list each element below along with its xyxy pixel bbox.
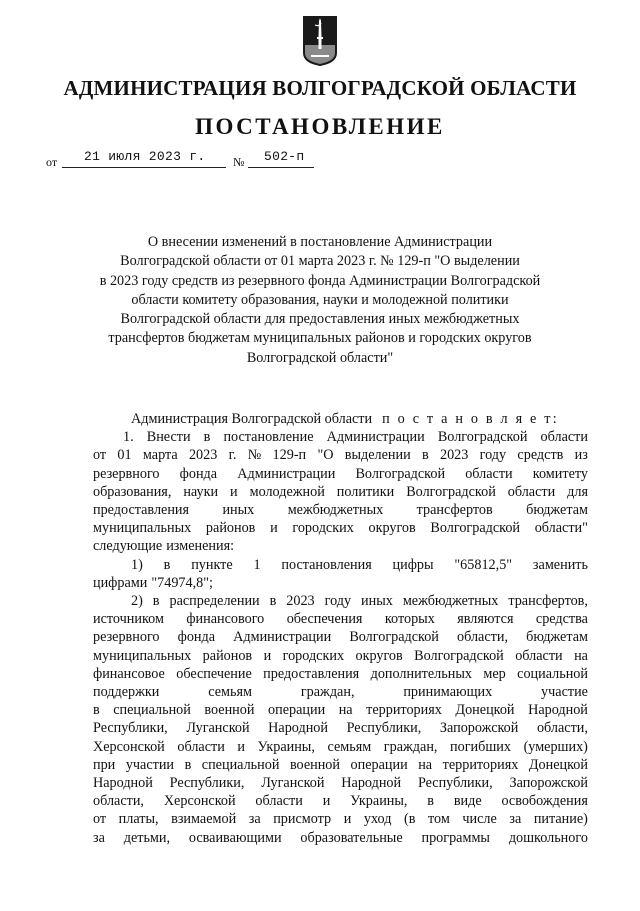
body-word: (умерших) <box>523 738 588 755</box>
body-word: Херсонской <box>93 738 165 755</box>
volgograd-emblem-icon <box>302 15 338 67</box>
body-word: области <box>465 465 513 482</box>
body-word: иных <box>222 502 255 519</box>
body-word: году <box>324 593 352 610</box>
body-word: обеспечение <box>176 665 252 682</box>
body-word: средства <box>535 611 588 628</box>
body-word: округов <box>355 647 403 664</box>
body-word: заменить <box>532 556 588 573</box>
body-word: том <box>427 811 450 828</box>
body-word: и <box>237 738 245 755</box>
body-word: от <box>93 811 107 828</box>
body-word: области <box>515 647 563 664</box>
body-word: городских <box>292 520 354 537</box>
body-word: "74974,8"; <box>151 574 213 591</box>
body-line <box>93 556 588 574</box>
body-word: военной <box>204 702 255 719</box>
document-type-title: ПОСТАНОВЛЕНИЕ <box>195 114 445 139</box>
body-word: фонда <box>179 465 218 482</box>
resolution-word: п о с т а н о в л я е т: <box>382 411 559 427</box>
body-word: Волгоградской <box>406 483 496 500</box>
body-word: специальной <box>201 756 280 773</box>
body-word: участии <box>125 756 175 773</box>
body-word: из <box>574 447 588 464</box>
body-line <box>93 501 588 519</box>
body-word: 2023 <box>439 447 469 464</box>
body-word: Волгоградской <box>349 629 439 646</box>
body-word: и <box>343 811 352 828</box>
body-word: детьми, <box>123 829 171 846</box>
body-word: на <box>338 702 353 719</box>
intro-line <box>93 410 588 428</box>
body-word: Украины, <box>257 738 315 755</box>
body-word: районов <box>205 520 256 537</box>
subject-line: Волгоградской области от 01 марта 2023 г. № 129-п "О выделении <box>120 253 520 270</box>
body-line <box>93 428 588 446</box>
body-line <box>93 537 588 555</box>
body-word: 1. <box>123 429 134 446</box>
body-word: предоставления <box>93 502 190 519</box>
body-word: Запорожской <box>509 775 588 792</box>
body-line <box>93 756 588 774</box>
body-word: присмотр <box>273 811 332 828</box>
body-word: участие <box>541 684 588 701</box>
body-word: "65812,5" <box>454 556 513 573</box>
body-word: (в <box>403 811 416 828</box>
body-word: финансовое <box>93 665 165 682</box>
body-word: области, <box>536 720 588 737</box>
document-subject <box>70 233 570 368</box>
date-prefix: от <box>46 155 58 169</box>
body-word: области" <box>534 520 588 537</box>
body-word: и <box>230 483 238 500</box>
body-word: являются <box>457 611 514 628</box>
intro-text: Администрация Волгоградской области <box>131 411 373 427</box>
body-word: выделении <box>344 447 411 464</box>
body-word: в <box>203 429 211 446</box>
document-date: 21 июля 2023 г. <box>84 149 206 164</box>
body-word: науки <box>183 483 219 500</box>
body-word: граждан, <box>300 684 355 701</box>
body-word: и <box>270 520 278 537</box>
body-line <box>93 719 588 737</box>
body-word: за <box>248 811 261 828</box>
body-line <box>93 465 588 483</box>
body-word: дошкольного <box>508 829 588 846</box>
body-word: трансфертов <box>416 502 493 519</box>
body-word: Волгоградской <box>414 647 504 664</box>
body-word: районов <box>202 647 253 664</box>
body-word: межбюджетных <box>402 593 499 610</box>
body-word: Администрации <box>233 629 332 646</box>
body-word: в <box>93 702 100 719</box>
body-word: 1 <box>253 556 261 573</box>
body-word: в <box>184 756 192 773</box>
body-line <box>93 519 588 537</box>
body-word: муниципальных <box>93 647 192 664</box>
body-word: от <box>93 447 107 464</box>
body-word: муниципальных <box>93 520 192 537</box>
body-word: Запорожской <box>439 720 519 737</box>
body-line <box>93 810 588 828</box>
body-word: которых <box>384 611 435 628</box>
body-word: взимаемой <box>171 811 237 828</box>
body-word: цифры <box>392 556 434 573</box>
subject-line: О внесении изменений в постановление Администрации <box>147 234 493 250</box>
body-word: поддержки <box>93 684 160 701</box>
body-word: принимающих <box>403 684 493 701</box>
body-line <box>93 829 588 847</box>
body-word: трансфертов, <box>508 593 588 610</box>
body-word: в <box>427 793 434 810</box>
document-body <box>93 410 588 847</box>
body-line <box>93 483 588 501</box>
body-word: Волгоградской <box>437 429 528 446</box>
date-underline <box>62 167 226 168</box>
body-word: Волгоградской <box>430 520 521 537</box>
body-word: Республики, <box>417 775 493 792</box>
body-word: в <box>269 593 277 610</box>
body-word: операции <box>268 702 326 719</box>
body-word: резервного <box>93 465 160 482</box>
body-word: числе <box>462 811 497 828</box>
body-word: Донецкой <box>528 756 588 773</box>
document-date-number-row <box>46 149 346 173</box>
body-word: Республики, <box>346 720 422 737</box>
body-word: на <box>418 756 433 773</box>
body-word: "О <box>317 447 334 464</box>
body-word: осваивающими <box>188 829 282 846</box>
body-word: бюджетам <box>526 502 588 519</box>
body-word: в <box>152 593 160 610</box>
body-word: Луганской <box>261 775 325 792</box>
body-word: обеспечения <box>286 611 363 628</box>
body-word: территориях <box>366 702 442 719</box>
body-word: Народной <box>528 702 588 719</box>
body-word: Внести <box>146 429 191 446</box>
subject-line: области комитету образования, науки и молодежной политики <box>131 291 509 308</box>
body-word: городских <box>282 647 345 664</box>
body-line <box>93 665 588 683</box>
body-word: 1) <box>131 556 143 573</box>
body-word: № <box>247 447 262 464</box>
body-word: финансового <box>186 611 265 628</box>
body-word: области <box>177 738 225 755</box>
body-word: Волгоградской <box>355 465 446 482</box>
body-word: погибших <box>450 738 511 755</box>
body-line <box>93 574 588 592</box>
body-word: Народной <box>93 775 153 792</box>
body-line <box>93 774 588 792</box>
body-word: Администрации <box>237 465 336 482</box>
body-word: комитету <box>532 465 588 482</box>
body-word: области <box>507 483 556 500</box>
body-line <box>93 701 588 719</box>
body-word: дополнительных <box>370 665 472 682</box>
body-word: уход <box>363 811 392 828</box>
body-word: области <box>540 429 588 446</box>
body-word: резервного <box>93 629 160 646</box>
body-word: Луганской <box>186 720 250 737</box>
body-word: фонда <box>177 629 216 646</box>
body-word: за <box>93 829 105 846</box>
body-word: постановление <box>223 429 314 446</box>
body-word: граждан, <box>383 738 438 755</box>
body-word: военной <box>289 756 340 773</box>
body-word: молодежной <box>249 483 325 500</box>
body-line <box>93 592 588 610</box>
body-word: питание) <box>533 811 588 828</box>
body-word: за <box>509 811 522 828</box>
body-word: политики <box>336 483 395 500</box>
body-word: образования, <box>93 483 172 500</box>
body-word: постановления <box>281 556 372 573</box>
body-word: Херсонской <box>163 793 236 810</box>
subject-line: Волгоградской области" <box>246 349 394 366</box>
body-word: программы <box>421 829 490 846</box>
body-line <box>93 683 588 701</box>
body-word: в <box>163 556 171 573</box>
body-word: году <box>479 447 507 464</box>
body-line <box>93 628 588 646</box>
body-line <box>93 792 588 810</box>
body-word: Республики, <box>169 775 245 792</box>
body-word: 01 <box>117 447 132 464</box>
body-word: межбюджетных <box>287 502 384 519</box>
body-word: бюджетам <box>526 629 588 646</box>
body-line <box>93 610 588 628</box>
body-word: области <box>255 793 303 810</box>
body-word: социальной <box>517 665 588 682</box>
body-word: следующие <box>93 538 163 555</box>
body-word: 129-п <box>272 447 307 464</box>
body-word: марта <box>142 447 178 464</box>
body-word: округов <box>368 520 416 537</box>
body-word: области, <box>457 629 508 646</box>
body-word: пункте <box>191 556 233 573</box>
body-word: предоставления <box>263 665 360 682</box>
document-number: 502-п <box>264 149 305 164</box>
body-word: средств <box>517 447 564 464</box>
body-word: Администрации <box>326 429 425 446</box>
body-word: операции <box>350 756 408 773</box>
body-word: на <box>574 647 588 664</box>
body-word: в <box>421 447 429 464</box>
body-word: для <box>567 483 588 500</box>
subject-line: трансфертов бюджетам муниципальных районов и городских округов <box>108 330 532 347</box>
body-word: 2023 <box>286 593 315 610</box>
body-word: виде <box>453 793 482 810</box>
body-word: образовательные <box>300 829 403 846</box>
body-word: освобождения <box>501 793 588 810</box>
body-word: семьям <box>208 684 252 701</box>
body-word: Украины, <box>350 793 408 810</box>
body-word: Республики, <box>93 720 168 737</box>
body-word: источником <box>93 611 164 628</box>
body-word: при <box>93 756 116 773</box>
subject-line: в 2023 году средств из резервного фонда Администрации Волгоградской <box>99 272 541 289</box>
organization-title: АДМИНИСТРАЦИЯ ВОЛГОГРАДСКОЙ ОБЛАСТИ <box>63 76 577 100</box>
subject-line: Волгоградской области для предоставления иных межбюджетных <box>120 311 520 328</box>
body-word: 2023 <box>188 447 218 464</box>
body-line <box>93 738 588 756</box>
body-word: семьям <box>327 738 372 755</box>
body-word: Народной <box>341 775 402 792</box>
body-word: специальной <box>113 702 191 719</box>
body-word: и <box>322 793 331 810</box>
body-word: и <box>263 647 272 664</box>
body-word: распределении <box>169 593 260 610</box>
body-line <box>93 647 588 665</box>
number-prefix: № <box>233 155 245 169</box>
body-word: Донецкой <box>455 702 515 719</box>
number-underline <box>248 167 314 168</box>
body-word: г. <box>228 447 237 464</box>
body-word: 2) <box>131 593 143 610</box>
body-line <box>93 446 588 464</box>
body-word: территориях <box>442 756 519 773</box>
body-word: цифрами <box>93 574 148 591</box>
body-word: изменения: <box>166 538 235 555</box>
body-word: иных <box>361 593 393 610</box>
body-word: области, <box>93 793 144 810</box>
body-word: платы, <box>118 811 159 828</box>
body-word: мер <box>483 665 506 682</box>
body-word: Народной <box>268 720 328 737</box>
